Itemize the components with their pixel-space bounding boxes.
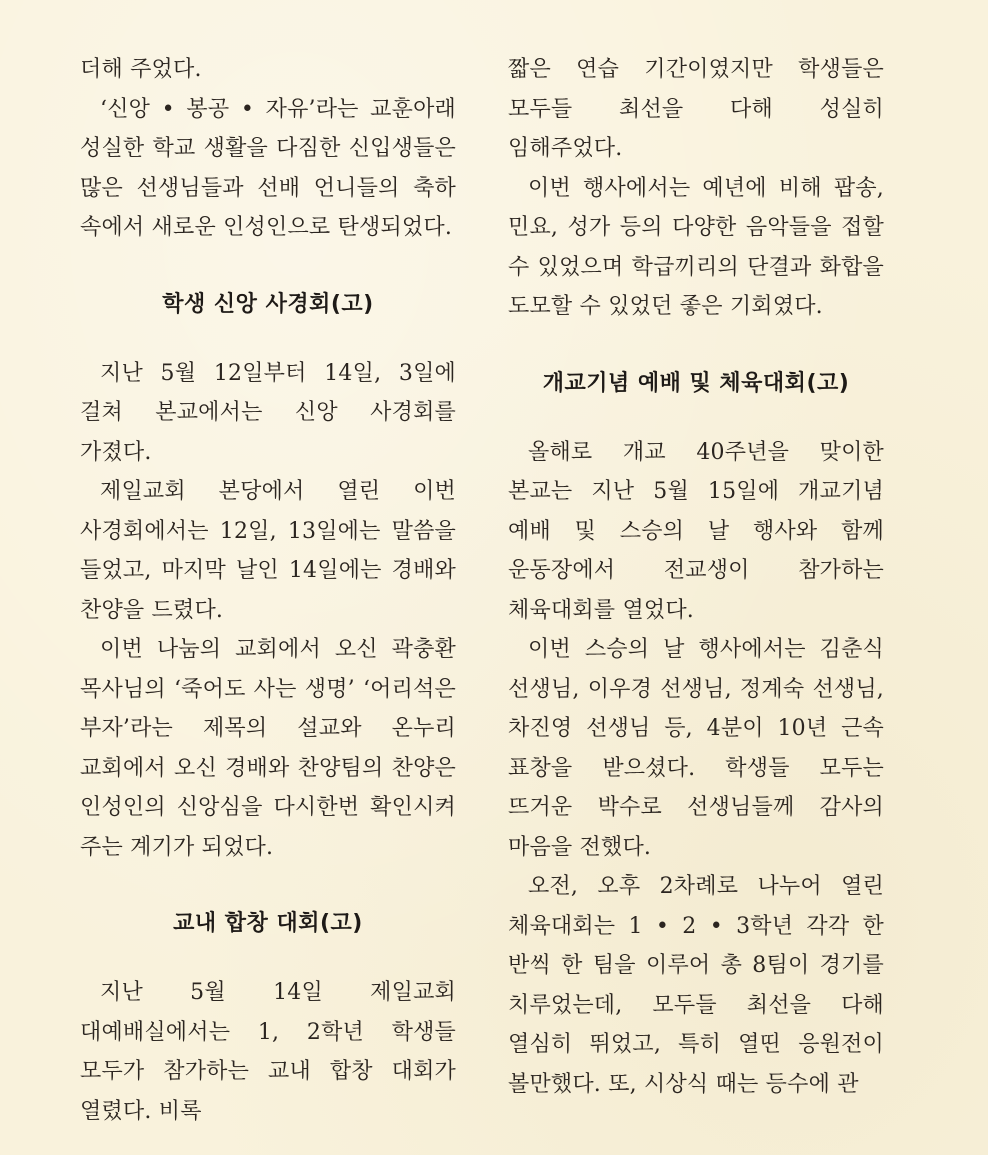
paragraph: 짧은 연습 기간이였지만 학생들은 모두들 최선을 다해 성실히 임해주었다.: [508, 57, 884, 161]
paragraph: 지난 5월 12일부터 14일, 3일에 걸쳐 본교에서는 신앙 사경회를 가졌다.: [80, 360, 456, 465]
paragraph: 올해로 개교 40주년을 맞이한 본교는 지난 5월 15일에 개교기념 예배 및 스승의 날 행사와 함께 운동장에서 전교생이 참가하는 체육대회를 열었다.: [508, 439, 884, 623]
section-heading: 교내 합창 대회(고): [173, 911, 363, 936]
paragraph: 제일교회 본당에서 열린 이번 사경회에서는 12일, 13일에는 말씀을 들었고, 마지막 날인 14일에는 경배와 찬양을 드렸다.: [80, 479, 456, 623]
right-column: [508, 50, 884, 1104]
left-column: [80, 50, 456, 1131]
section-heading: 학생 신앙 사경회(고): [162, 291, 374, 317]
paragraph: ‘신앙 • 봉공 • 자유’라는 교훈아래 성실한 학교 생활을 다짐한 신입생들은 많은 선생님들과 선배 언니들의 축하 속에서 새로운 인성인으로 탄생되었다.: [80, 96, 456, 240]
section-heading: 개교기념 예배 및 체육대회(고): [542, 370, 850, 396]
paragraph: 이번 스승의 날 행사에서는 김춘식 선생님, 이우경 선생님, 정계숙 선생님, 차진영 선생님 등, 4분이 10년 근속 표창을 받으셨다. 학생들 모두는 뜨거운 박수로 선생님들께 감사의 마음을 전했다.: [508, 637, 884, 860]
paragraph: 오전, 오후 2차례로 나누어 열린 체육대회는 1 • 2 • 3학년 각각 한 반씩 한 팀을 이루어 총 8팀이 경기를 치루었는데, 모두들 최선을 다해 열심히 뛰었고, 특히 열띤 응원전이 볼만했다. 또, 시상식 때는 등수에 관: [508, 874, 884, 1097]
paragraph: 이번 나눔의 교회에서 오신 곽충환 목사님의 ‘죽어도 사는 생명’ ‘어리석은 부자’라는 제목의 설교와 온누리 교회에서 오신 경배와 찬양팀의 찬양은 인성인의 신앙심을 다시한번 확인시켜 주는 계기가 되었다.: [80, 637, 456, 860]
paragraph: 이번 행사에서는 예년에 비해 팝송, 민요, 성가 등의 다양한 음악들을 접할 수 있었으며 학급끼리의 단결과 화합을 도모할 수 있었던 좋은 기회였다.: [508, 175, 884, 319]
paragraph: 지난 5월 14일 제일교회 대예배실에서는 1, 2학년 학생들 모두가 참가하는 교내 합창 대회가 열렸다. 비록: [80, 980, 456, 1124]
paragraph: 더해 주었다.: [80, 57, 202, 82]
